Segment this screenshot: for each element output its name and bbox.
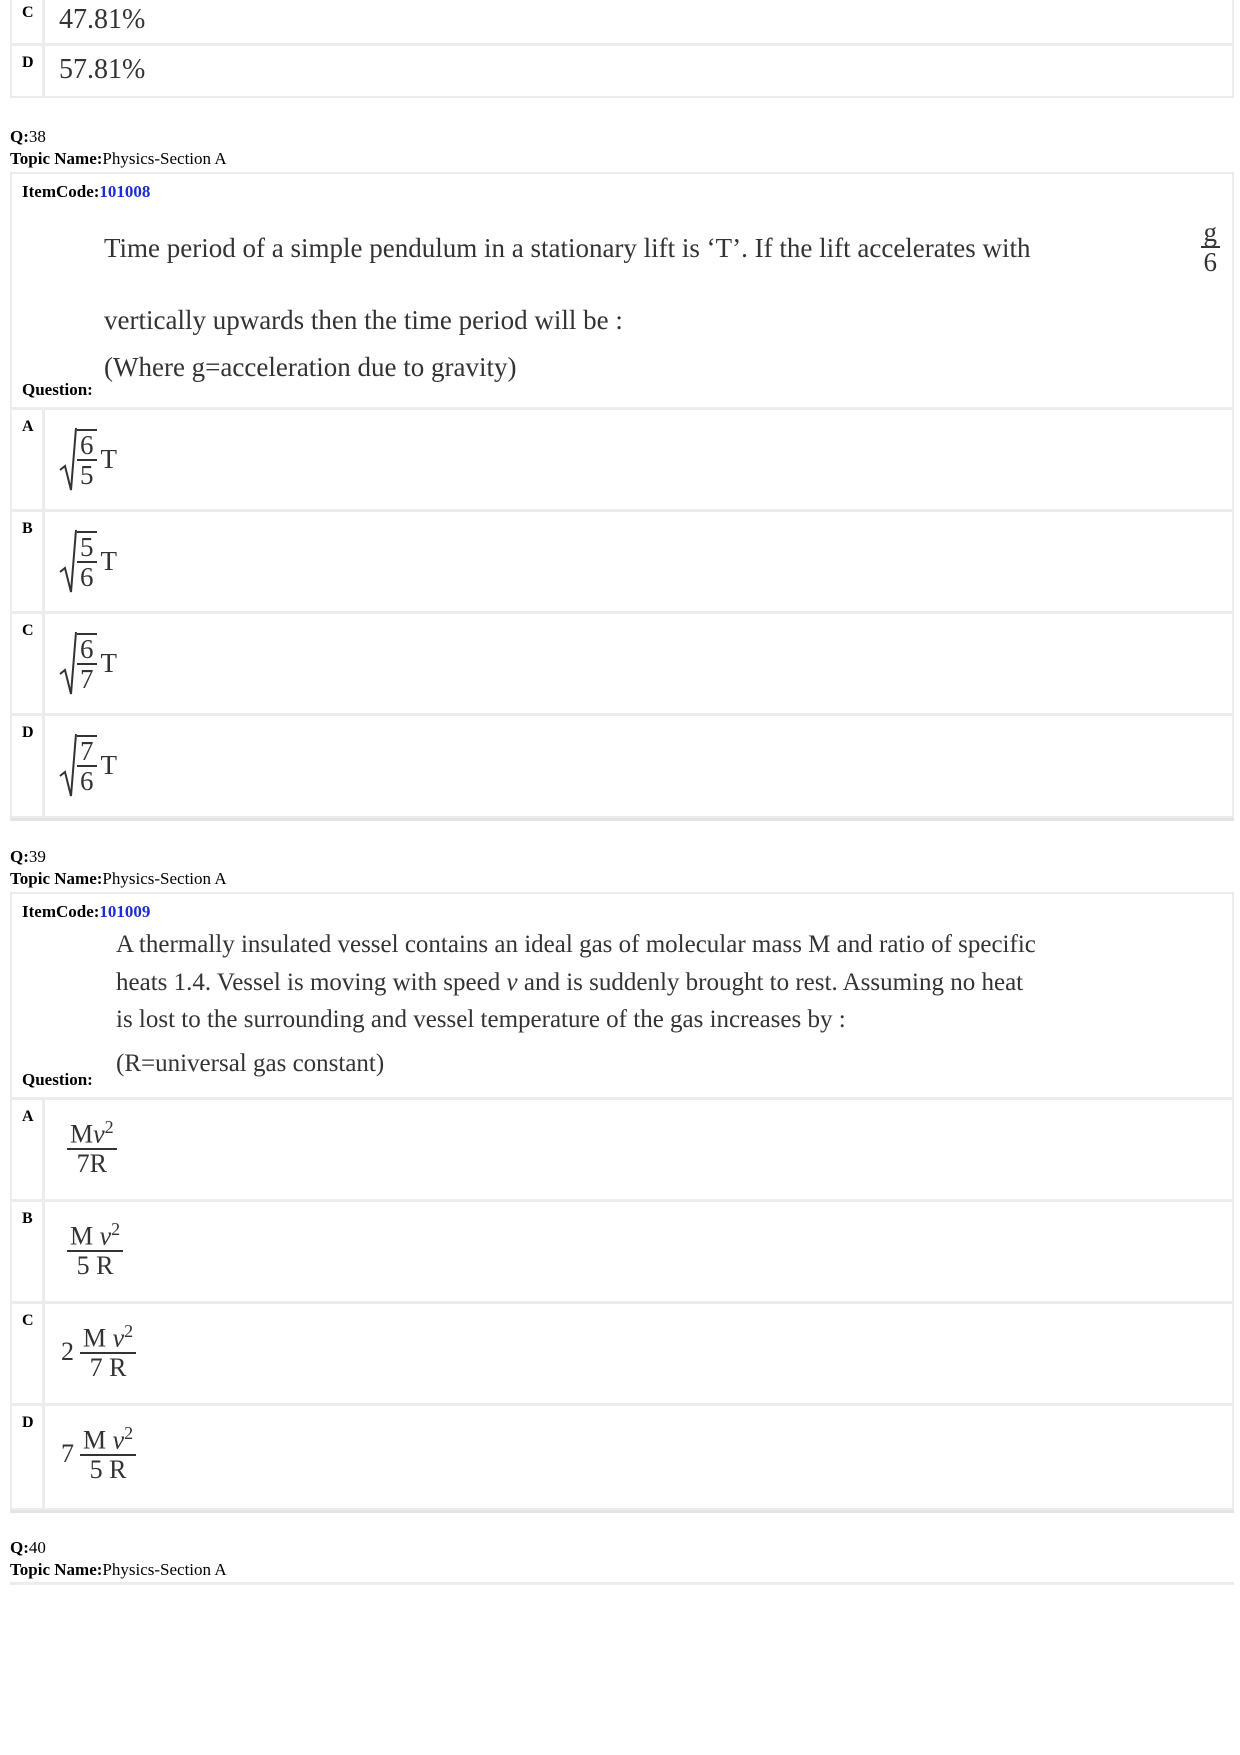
q-prefix: Q:: [10, 847, 29, 866]
option-cell: [42, 1202, 1232, 1301]
option-letter: B: [22, 520, 33, 537]
option-row[interactable]: [12, 46, 1232, 96]
question-number: [10, 1537, 227, 1559]
question-text-line3: (Where g=acceleration due to gravity): [104, 352, 517, 382]
topic-value: Physics-Section A: [102, 869, 227, 888]
option-row[interactable]: [12, 512, 1232, 614]
option-cell: [42, 614, 1232, 713]
frac-num: 5: [77, 533, 97, 563]
fraction: [67, 1220, 123, 1279]
text-part: heats 1.4. Vessel is moving with speed: [116, 969, 507, 996]
coefficient: 2: [61, 1336, 74, 1366]
coefficient: 7: [61, 1438, 74, 1468]
q-prefix: Q:: [10, 127, 29, 146]
question-text-line1: [104, 217, 1224, 278]
fraction: [77, 429, 97, 490]
exponent: 2: [111, 1219, 121, 1239]
option-value: 57.81%: [59, 54, 146, 85]
option-letter: D: [22, 724, 34, 741]
itemcode-label: ItemCode:: [22, 902, 100, 921]
itemcode-value: 101009: [99, 902, 151, 921]
frac-den: 7R: [76, 1148, 107, 1178]
fraction: [77, 735, 97, 796]
option-cell: [42, 716, 1232, 816]
fraction: [80, 1322, 136, 1381]
option-row[interactable]: [12, 1406, 1232, 1508]
frac-den: 7: [80, 664, 94, 694]
suffix-T: T: [100, 647, 117, 678]
frac-den: 5: [80, 460, 94, 490]
option-cell: [42, 46, 1232, 96]
exponent: 2: [124, 1423, 134, 1443]
mass-M: M: [70, 1119, 94, 1149]
option-row[interactable]: [12, 1304, 1232, 1406]
option-letter: C: [22, 622, 34, 639]
option-cell: [42, 512, 1232, 611]
option-cell: [42, 1406, 1232, 1508]
frac-num: [67, 1118, 117, 1150]
option-row[interactable]: [12, 716, 1232, 816]
fraction-expression: [61, 1220, 123, 1279]
topic-label: Topic Name:: [10, 869, 103, 888]
option-row[interactable]: [12, 1100, 1232, 1202]
variable-v: v: [93, 1119, 105, 1149]
question-card: [10, 172, 1234, 818]
frac-den: 5 R: [89, 1454, 127, 1484]
option-value: 47.81%: [59, 4, 146, 35]
suffix-T: T: [100, 443, 117, 474]
text-part: and is suddenly brought to rest. Assuming no heat: [517, 969, 1024, 996]
item-code: [22, 902, 150, 922]
question-text: Time period of a simple pendulum in a stationary lift is ‘T’. If the lift accelerates with: [104, 233, 1031, 263]
question-header: [10, 846, 227, 890]
q-no: 39: [28, 847, 46, 866]
option-letter: C: [22, 4, 34, 21]
option-letter: D: [22, 1414, 34, 1431]
option-letter: B: [22, 1210, 33, 1227]
mass-M: M: [70, 1221, 100, 1251]
fraction-g-over-6: [1201, 218, 1221, 277]
frac-num: [80, 1322, 136, 1354]
variable-v: v: [506, 969, 518, 996]
q-no: 38: [28, 127, 46, 146]
itemcode-label: ItemCode:: [22, 182, 100, 201]
frac-num: [67, 1220, 123, 1252]
card-divider: [10, 818, 1234, 821]
question-body: [12, 894, 1232, 1100]
sqrt-expression: [59, 426, 117, 492]
fraction-expression: [61, 1424, 136, 1483]
topic-value: Physics-Section A: [102, 149, 227, 168]
frac-num: 7: [77, 737, 97, 767]
option-row[interactable]: [12, 0, 1232, 46]
frac-num: g: [1201, 218, 1221, 248]
frac-num: 6: [77, 635, 97, 665]
suffix-T: T: [100, 749, 117, 780]
frac-den: 6: [80, 766, 94, 796]
question-label: Question:: [22, 1070, 93, 1089]
frac-den: 6: [80, 562, 94, 592]
fraction-expression: [61, 1118, 117, 1177]
question-text-line4: (R=universal gas constant): [116, 1050, 385, 1077]
radical-icon: [59, 732, 77, 798]
question-text-line2: vertically upwards then the time period will be :: [104, 305, 623, 335]
fraction: [67, 1118, 117, 1177]
sqrt-expression: [59, 732, 117, 798]
option-cell: [42, 1100, 1232, 1199]
question-number: [10, 126, 227, 148]
option-cell: [42, 410, 1232, 509]
card-divider: [10, 1582, 1234, 1585]
fraction-expression: [61, 1322, 136, 1381]
option-cell: [42, 1304, 1232, 1403]
radical-icon: [59, 426, 77, 492]
frac-den: 6: [1203, 247, 1217, 278]
topic-label: Topic Name:: [10, 1560, 103, 1579]
topic-label: Topic Name:: [10, 149, 103, 168]
option-row[interactable]: [12, 410, 1232, 512]
option-cell: [42, 0, 1232, 43]
question-header: [10, 126, 227, 170]
q-no: 40: [28, 1538, 46, 1557]
itemcode-value: 101008: [99, 182, 151, 201]
suffix-T: T: [100, 545, 117, 576]
question-text-line2: [116, 964, 1023, 1001]
fraction: [77, 531, 97, 592]
variable-v: v: [99, 1221, 112, 1251]
exponent: 2: [124, 1321, 134, 1341]
item-code: [22, 182, 150, 202]
radical-icon: [59, 528, 77, 594]
option-letter: D: [22, 54, 34, 71]
mass-M: M: [83, 1425, 113, 1455]
prev-question-options: [10, 0, 1234, 98]
frac-den: 5 R: [76, 1250, 114, 1280]
sqrt-expression: [59, 528, 117, 594]
question-number: [10, 846, 227, 868]
question-label: Question:: [22, 380, 93, 399]
topic-name: [10, 148, 227, 170]
frac-den: 7 R: [89, 1352, 127, 1382]
q-prefix: Q:: [10, 1538, 29, 1557]
option-row[interactable]: [12, 614, 1232, 716]
question-header: [10, 1537, 227, 1581]
option-letter: A: [22, 1108, 34, 1125]
sqrt-expression: [59, 630, 117, 696]
exponent: 2: [104, 1117, 114, 1137]
mass-M: M: [83, 1323, 113, 1353]
question-text-line1: A thermally insulated vessel contains an ideal gas of molecular mass M and ratio of specific: [116, 931, 1036, 958]
topic-value: Physics-Section A: [102, 1560, 227, 1579]
topic-name: [10, 1559, 227, 1581]
topic-name: [10, 868, 227, 890]
option-row[interactable]: [12, 1202, 1232, 1304]
option-letter: A: [22, 418, 34, 435]
fraction: [80, 1424, 136, 1483]
card-divider: [10, 1510, 1234, 1513]
option-letter: C: [22, 1312, 34, 1329]
frac-num: 6: [77, 431, 97, 461]
variable-v: v: [112, 1323, 125, 1353]
fraction: [77, 633, 97, 694]
radical-icon: [59, 630, 77, 696]
variable-v: v: [112, 1425, 125, 1455]
frac-num: [80, 1424, 136, 1456]
question-card: [10, 892, 1234, 1510]
question-body: [12, 174, 1232, 410]
question-text-line3: is lost to the surrounding and vessel temperature of the gas increases by :: [116, 1006, 846, 1033]
